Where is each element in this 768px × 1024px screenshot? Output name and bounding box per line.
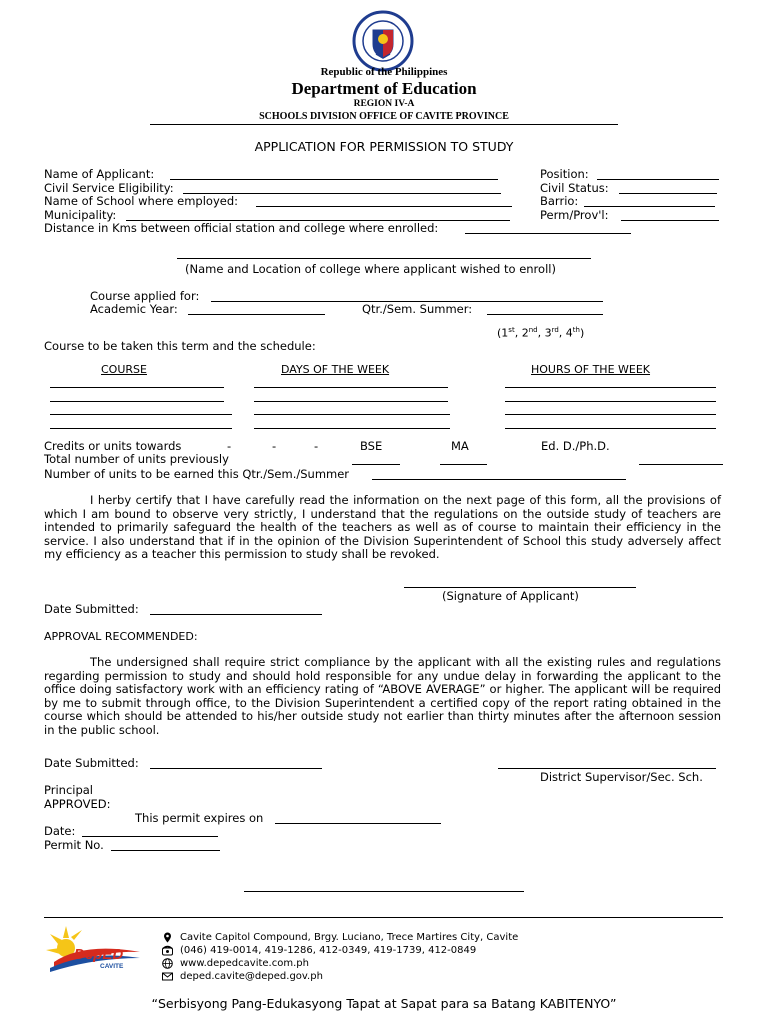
- barrio-field[interactable]: [584, 206, 715, 207]
- dash-3: -: [314, 439, 319, 453]
- edd-units-field[interactable]: [639, 464, 723, 465]
- district-supervisor-line[interactable]: [498, 768, 716, 769]
- permit-expires-field[interactable]: [275, 823, 441, 824]
- date-submitted-field-1[interactable]: [150, 614, 322, 615]
- qtr-sem-field[interactable]: [487, 314, 603, 315]
- academic-year-label: Academic Year:: [90, 302, 178, 316]
- hours-row-4[interactable]: [505, 428, 716, 429]
- principal-label: Principal: [44, 783, 94, 797]
- ma-label: MA: [451, 439, 469, 453]
- department-title: Department of Education: [291, 79, 477, 98]
- dash-2: -: [272, 439, 277, 453]
- hours-row-1[interactable]: [505, 387, 716, 388]
- approving-signature-line[interactable]: [244, 891, 524, 892]
- hours-row-3[interactable]: [505, 414, 716, 415]
- phone-icon: [162, 945, 173, 956]
- undersigned-paragraph: The undersigned shall require strict compliance by the applicant with all the existing rules and regulations regarding permission to study and should hold responsible for any undue delay in forwarding the applicant to the office doing satisfactory work with an efficiency rating of “ABOVE AVERAGE” or higher. The applicant will be required by me to submit through office, to the Division Superintendent a certified copy of the report rating obtained in the course which should be attended to his/her outside study not earlier than thirty minutes after the afternoon session in the public school.: [44, 655, 721, 737]
- units-earned-field[interactable]: [372, 479, 626, 480]
- footer-address: Cavite Capitol Compound, Brgy. Luciano, Trece Martires City, Cavite: [180, 932, 519, 943]
- signature-caption: (Signature of Applicant): [442, 589, 579, 603]
- course-row-2[interactable]: [50, 401, 224, 402]
- date-submitted-label-1: Date Submitted:: [44, 602, 139, 616]
- ordinal-note: (1st, 2nd, 3rd, 4th): [497, 326, 585, 340]
- distance-field[interactable]: [465, 233, 631, 234]
- hours-row-2[interactable]: [505, 401, 716, 402]
- school-employed-field[interactable]: [256, 206, 512, 207]
- college-field[interactable]: [177, 258, 591, 259]
- bse-label: BSE: [360, 439, 383, 453]
- course-row-4[interactable]: [50, 428, 232, 429]
- credits-towards-label: Credits or units towards: [44, 439, 182, 453]
- globe-icon: [162, 958, 173, 969]
- logo-text: DepED: [74, 946, 124, 963]
- col-course-header: COURSE: [101, 363, 147, 376]
- footer-divider: [44, 917, 723, 918]
- barrio-label: Barrio:: [540, 194, 579, 208]
- civil-service-label: Civil Service Eligibility:: [44, 181, 174, 195]
- region-label: REGION IV-A: [353, 99, 415, 109]
- signature-applicant-line[interactable]: [404, 587, 636, 588]
- permit-no-label: Permit No.: [44, 838, 104, 852]
- civil-status-field[interactable]: [619, 193, 717, 194]
- district-supervisor-label: District Supervisor/Sec. Sch.: [540, 770, 703, 784]
- mail-icon: [162, 971, 173, 982]
- days-row-2[interactable]: [254, 401, 448, 402]
- date-submitted-field-2[interactable]: [150, 768, 322, 769]
- col-days-header: DAYS OF THE WEEK: [281, 363, 390, 376]
- permit-no-field[interactable]: [111, 850, 220, 851]
- footer-website[interactable]: www.depedcavite.com.ph: [180, 958, 309, 969]
- footer-email[interactable]: deped.cavite@deped.gov.ph: [180, 971, 323, 982]
- permit-expires-label: This permit expires on: [135, 811, 264, 825]
- days-row-4[interactable]: [254, 428, 450, 429]
- civil-status-label: Civil Status:: [540, 181, 609, 195]
- approval-recommended-label: APPROVAL RECOMMENDED:: [44, 630, 198, 643]
- course-schedule-label: Course to be taken this term and the schedule:: [44, 339, 316, 353]
- distance-label: Distance in Kms between official station and college where enrolled:: [44, 221, 439, 235]
- col-hours-header: HOURS OF THE WEEK: [531, 363, 651, 376]
- days-row-3[interactable]: [254, 414, 450, 415]
- position-label: Position:: [540, 167, 589, 181]
- deped-seal-logo: [346, 10, 420, 72]
- perm-prov-field[interactable]: [621, 220, 719, 221]
- course-applied-label: Course applied for:: [90, 289, 200, 303]
- approved-label: APPROVED:: [44, 797, 111, 811]
- bse-units-field[interactable]: [352, 464, 400, 465]
- footer-tagline: “Serbisyong Pang-Edukasyong Tapat at Sapat para sa Batang KABITENYO”: [151, 996, 617, 1011]
- position-field[interactable]: [597, 179, 719, 180]
- name-of-applicant-label: Name of Applicant:: [44, 167, 155, 181]
- logo-sub: CAVITE: [100, 963, 124, 970]
- footer-phones: (046) 419-0014, 419-1286, 412-0349, 419-1739, 412-0849: [180, 945, 477, 956]
- qtr-sem-label: Qtr./Sem. Summer:: [362, 302, 473, 316]
- total-units-label: Total number of units previously: [44, 452, 229, 466]
- perm-prov-label: Perm/Prov'l:: [540, 208, 609, 222]
- municipality-label: Municipality:: [44, 208, 117, 222]
- certify-paragraph: I herby certify that I have carefully read the information on the next page of this form, all the provisions of which I am bound to observe very strictly, I understand that the regulations on the outside study of teachers are intended to primarily safeguard the health of the teachers as well as of course to maintain their efficiency in the service. I also understand that if in the opinion of the Division Superintendent of School this study adversely affect my efficiency as a teacher this permission to study shall be revoked.: [44, 493, 721, 562]
- course-row-1[interactable]: [50, 387, 224, 388]
- name-of-applicant-field[interactable]: [170, 179, 498, 180]
- units-earned-label: Number of units to be earned this Qtr./Sem./Summer: [44, 467, 350, 481]
- dash-1: -: [227, 439, 232, 453]
- republic-label: Republic of the Philippines: [320, 66, 448, 78]
- location-pin-icon: [162, 932, 173, 943]
- date-submitted-label-2: Date Submitted:: [44, 756, 139, 770]
- ma-units-field[interactable]: [440, 464, 487, 465]
- date-field[interactable]: [82, 836, 218, 837]
- college-caption: (Name and Location of college where applicant wished to enroll): [185, 262, 556, 276]
- form-title: APPLICATION FOR PERMISSION TO STUDY: [254, 139, 514, 154]
- date-label: Date:: [44, 824, 76, 838]
- course-row-3[interactable]: [50, 414, 232, 415]
- division-label: SCHOOLS DIVISION OFFICE OF CAVITE PROVINCE: [259, 111, 509, 122]
- days-row-1[interactable]: [254, 387, 448, 388]
- deped-cavite-logo: [44, 924, 144, 976]
- school-employed-label: Name of School where employed:: [44, 194, 238, 208]
- academic-year-field[interactable]: [188, 314, 325, 315]
- edd-label: Ed. D./Ph.D.: [541, 439, 610, 453]
